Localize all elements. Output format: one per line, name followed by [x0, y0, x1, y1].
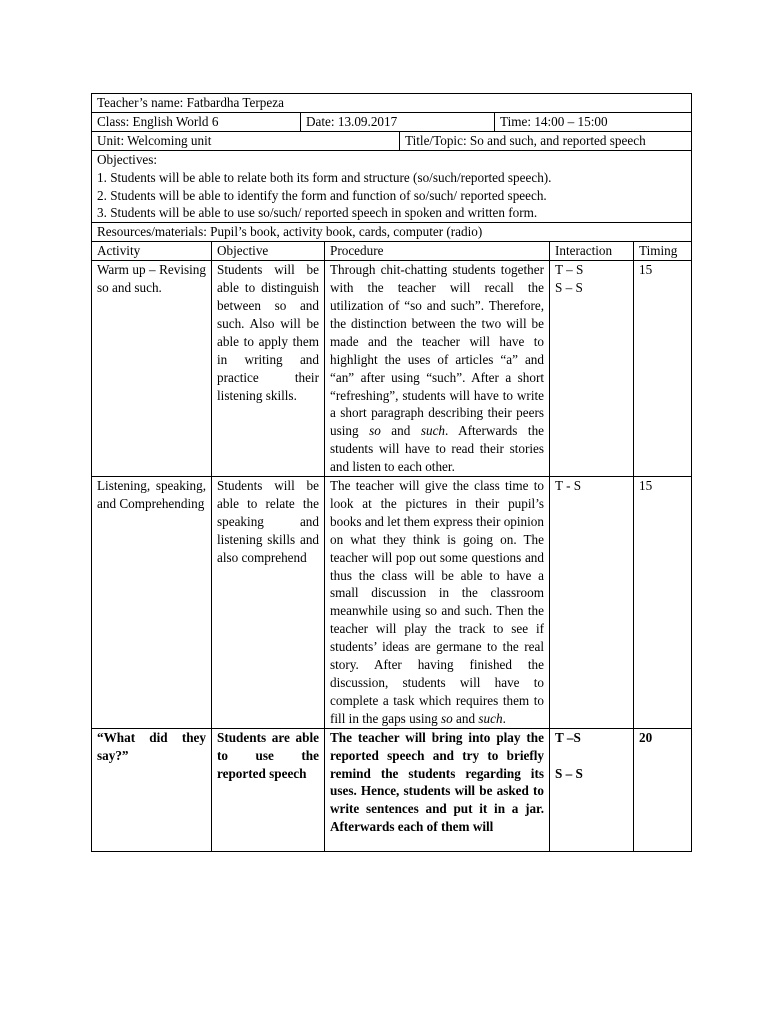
activity-cell: Listening, speaking, and Comprehending — [97, 478, 206, 511]
procedure-cell: The teacher will give the class time to look at the pictures in their pupil’s books and let them express their opinion on what they think is going on. The teacher will pop out some questions and thus the class will be able to have a small discussion in the classroom meanwhile using so and such. Then the teacher will play the track to see if students’ ideas are germane to the real story. After having finished the discussion, students will have to complete a task which requires them to fill in the gaps using so and such. — [324, 477, 549, 728]
interaction-value: T – S — [555, 262, 584, 278]
objectives-label: Objectives: — [97, 151, 158, 167]
teacher-row — [91, 93, 692, 112]
resources-row — [91, 222, 692, 241]
objective-cell: Students will be able to distinguish between so and such. Also will be able to apply them in writing and practice their listening skills. — [211, 261, 324, 476]
unit-info: Unit: Welcoming unit — [97, 132, 212, 148]
objective-item: 3. Students will be able to use so/such/ reported speech in spoken and written form. — [97, 205, 538, 221]
column-header-objective: Objective — [211, 242, 324, 260]
resources-info: Resources/materials: Pupil’s book, activity book, cards, computer (radio) — [97, 224, 483, 240]
timing-cell: 15 — [633, 261, 691, 476]
topic-info: Title/Topic: So and such, and reported speech — [399, 132, 691, 150]
objectives-row — [91, 150, 692, 223]
activity-row — [91, 728, 692, 852]
procedure-cell: Through chit-chatting students together with the teacher will recall the utilization of “so and such”. Therefore, the distinction between the two will be made and the teacher will have to highlight the uses of articles “a” and “an” after using “such”. After a short “refreshing”, students will have to write a short paragraph describing their peers using so and such. Afterwards the students will have to read their stories and listen to each other. — [324, 261, 549, 476]
unit-row — [91, 131, 692, 150]
objective-cell: Students are able to use the reported speech — [211, 729, 324, 851]
column-header-interaction: Interaction — [549, 242, 633, 260]
objective-cell: Students will be able to relate the speaking and listening skills and also comprehend — [211, 477, 324, 728]
interaction-value: T - S — [555, 478, 582, 494]
activity-cell: “What did they say?” — [97, 729, 206, 763]
spacer — [555, 747, 628, 765]
interaction-value: S – S — [555, 765, 583, 781]
class-row — [91, 112, 692, 131]
column-header-activity: Activity — [97, 243, 141, 259]
activity-row — [91, 476, 692, 728]
objective-item: 1. Students will be able to relate both its form and structure (so/such/reported speech). — [97, 169, 552, 185]
timing-cell: 15 — [633, 477, 691, 728]
interaction-cell — [549, 477, 633, 728]
interaction-cell — [549, 729, 633, 851]
teacher-name: Teacher’s name: Fatbardha Terpeza — [97, 95, 284, 110]
column-header-row — [91, 241, 692, 260]
activity-row — [91, 260, 692, 476]
lesson-plan-table — [91, 93, 692, 852]
activity-cell: Warm up – Revising so and such. — [97, 262, 206, 296]
procedure-cell: The teacher will bring into play the reported speech and try to briefly remind the students regarding its uses. Hence, students will be asked to write sentences and put it in a jar. Afterwards each of them will — [324, 729, 549, 851]
time-info: Time: 14:00 – 15:00 — [494, 113, 691, 131]
interaction-value: T –S — [555, 729, 581, 745]
objectives-block — [92, 151, 691, 223]
timing-cell: 20 — [633, 729, 691, 851]
date-info: Date: 13.09.2017 — [300, 113, 494, 131]
class-info: Class: English World 6 — [97, 113, 219, 129]
interaction-cell — [549, 261, 633, 476]
interaction-value: S – S — [555, 280, 583, 296]
column-header-procedure: Procedure — [324, 242, 549, 260]
column-header-timing: Timing — [633, 242, 691, 260]
objective-item: 2. Students will be able to identify the form and function of so/such/ reported speech. — [97, 187, 547, 203]
